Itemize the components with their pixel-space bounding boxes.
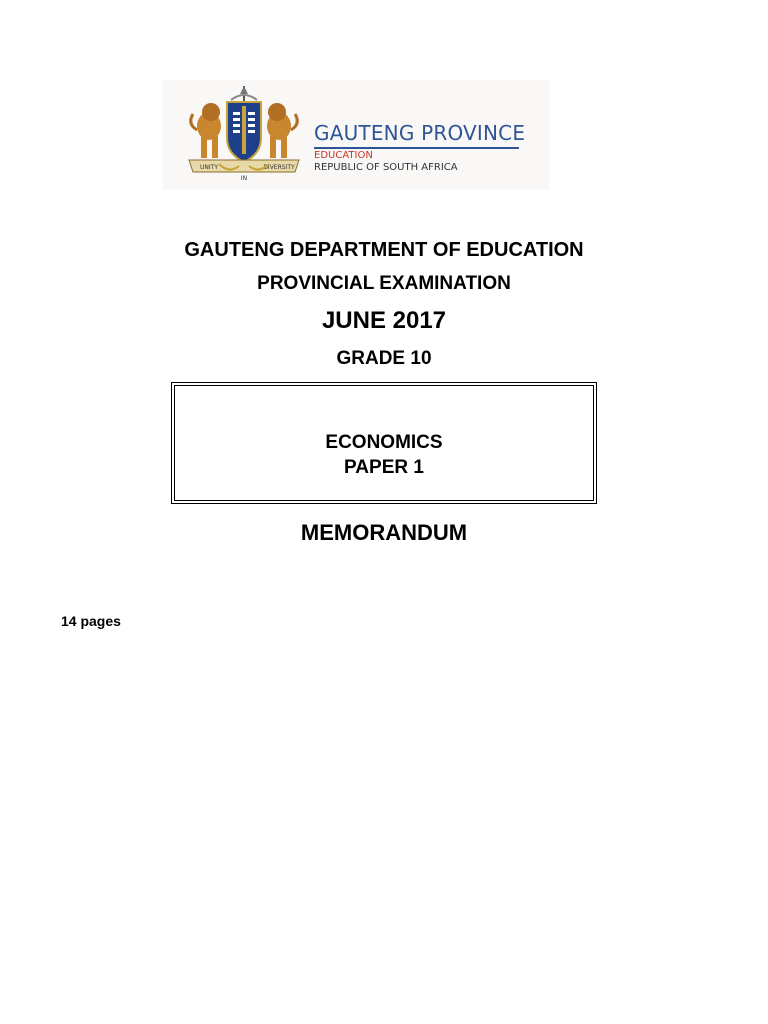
logo-divider [314,147,519,149]
logo-department: EDUCATION [314,150,373,161]
subject-box [171,382,597,504]
left-lion-icon [191,103,221,158]
crest-banner-left: UNITY [200,164,218,171]
department-heading: GAUTENG DEPARTMENT OF EDUCATION [184,239,584,261]
paper-title: PAPER 1 [344,457,424,478]
crest-banner-right: DIVERSITY [263,164,295,171]
subject-title: ECONOMICS [325,432,443,453]
exam-type-heading: PROVINCIAL EXAMINATION [257,273,511,294]
crest-banner-middle: IN [240,175,248,182]
gauteng-logo [163,80,549,190]
document-type-heading: MEMORANDUM [300,520,468,545]
coat-of-arms-icon [179,86,309,184]
grade-heading: GRADE 10 [336,348,432,369]
session-heading: JUNE 2017 [321,307,447,334]
logo-country: REPUBLIC OF SOUTH AFRICA [314,162,458,173]
page-count: 14 pages [61,613,121,629]
logo-title: GAUTENG PROVINCE [314,121,526,145]
right-lion-icon [267,103,297,158]
